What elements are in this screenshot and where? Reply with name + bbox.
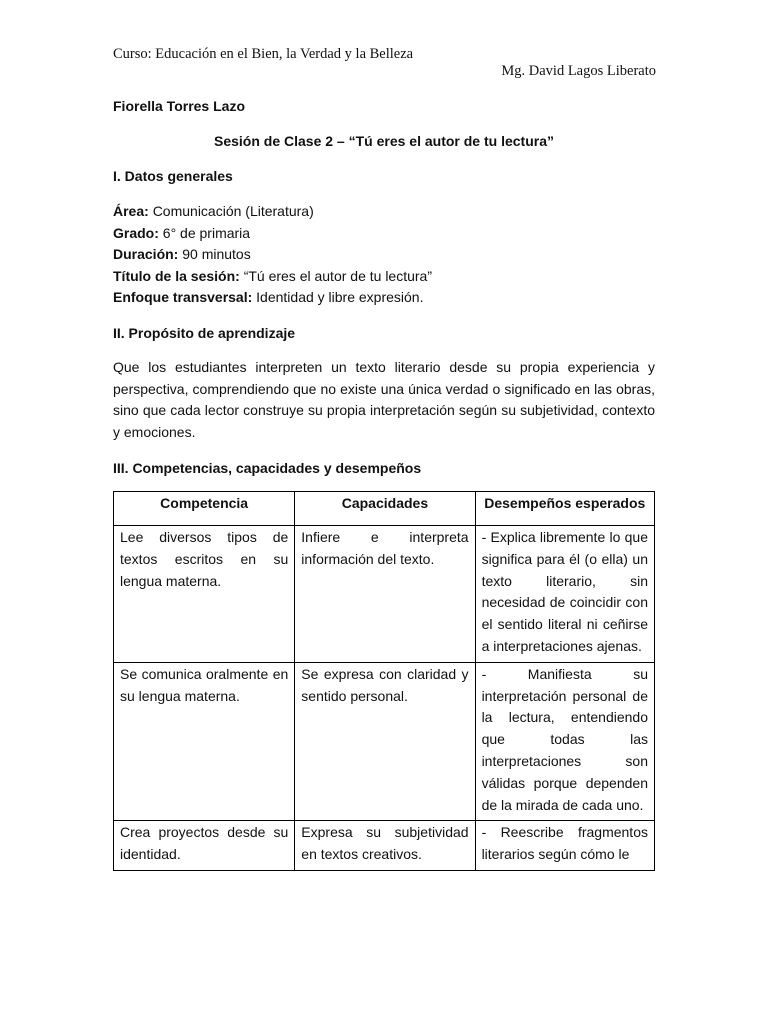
data-row-enfoque [113, 287, 655, 309]
data-label: Grado: [113, 224, 159, 241]
data-value: Comunicación (Literatura) [152, 203, 314, 219]
competencies-table [113, 491, 655, 871]
table-row [114, 821, 655, 871]
table-cell: Se comunica oralmente en su lengua materna. [114, 662, 295, 821]
data-value: 90 minutos [182, 246, 251, 262]
course-header: Curso: Educación en el Bien, la Verdad y la Belleza [113, 46, 414, 62]
table-row [114, 662, 655, 821]
table-cell: Se expresa con claridad y sentido personal. [295, 662, 475, 821]
data-value: 6° de primaria [162, 224, 251, 241]
data-value: “Tú eres el autor de tu lectura” [243, 267, 432, 284]
section-heading-datos-generales: I. Datos generales [113, 168, 233, 184]
table-cell: Lee diversos tipos de textos escritos en su lengua materna. [114, 526, 295, 663]
column-header-capacidades: Capacidades [295, 492, 475, 526]
session-title: Sesión de Clase 2 – “Tú eres el autor de tu lectura” [213, 133, 554, 149]
purpose-paragraph: Que los estudiantes interpreten un texto literario desde su propia experiencia y perspectiva, comprendiendo que no existe una única verdad o significado en las obras, sino que cada lector construye su propia interpretación según su subjetividad, contexto y emociones. [113, 359, 655, 440]
column-header-desempenos: Desempeños esperados [475, 492, 654, 526]
data-label: Área: [113, 203, 149, 219]
section-heading-competencias: III. Competencias, capacidades y desempeños [113, 460, 422, 476]
section-heading-proposito: II. Propósito de aprendizaje [113, 325, 296, 341]
data-row-titulo [113, 266, 655, 288]
table-cell: - Manifiesta su interpretación personal de la lectura, entendiendo que todas las interpretaciones son válidas porque dependen de la mirada de cada uno. [475, 662, 654, 821]
table-row [114, 526, 655, 663]
data-row-duracion [113, 244, 655, 266]
general-data-list [113, 201, 655, 309]
student-name: Fiorella Torres Lazo [113, 98, 245, 114]
table-cell: Expresa su subjetividad en textos creativos. [295, 821, 475, 871]
data-row-area [113, 201, 655, 223]
table-cell: Infiere e interpreta información del texto. [295, 526, 475, 663]
teacher-name: Mg. David Lagos Liberato [501, 63, 656, 79]
data-row-grado [113, 223, 655, 245]
table-cell: - Explica libremente lo que significa para él (o ella) un texto literario, sin necesidad de coincidir con el sentido literal ni ceñirse a interpretaciones ajenas. [475, 526, 654, 663]
table-cell: Crea proyectos desde su identidad. [114, 821, 295, 871]
data-label: Enfoque transversal: [113, 289, 253, 305]
table-cell: - Reescribe fragmentos literarios según cómo le [475, 821, 654, 871]
data-label: Duración: [113, 246, 179, 262]
data-label: Título de la sesión: [113, 267, 240, 284]
column-header-competencia: Competencia [114, 492, 295, 526]
data-value: Identidad y libre expresión. [256, 289, 424, 305]
table-header-row [114, 492, 655, 526]
